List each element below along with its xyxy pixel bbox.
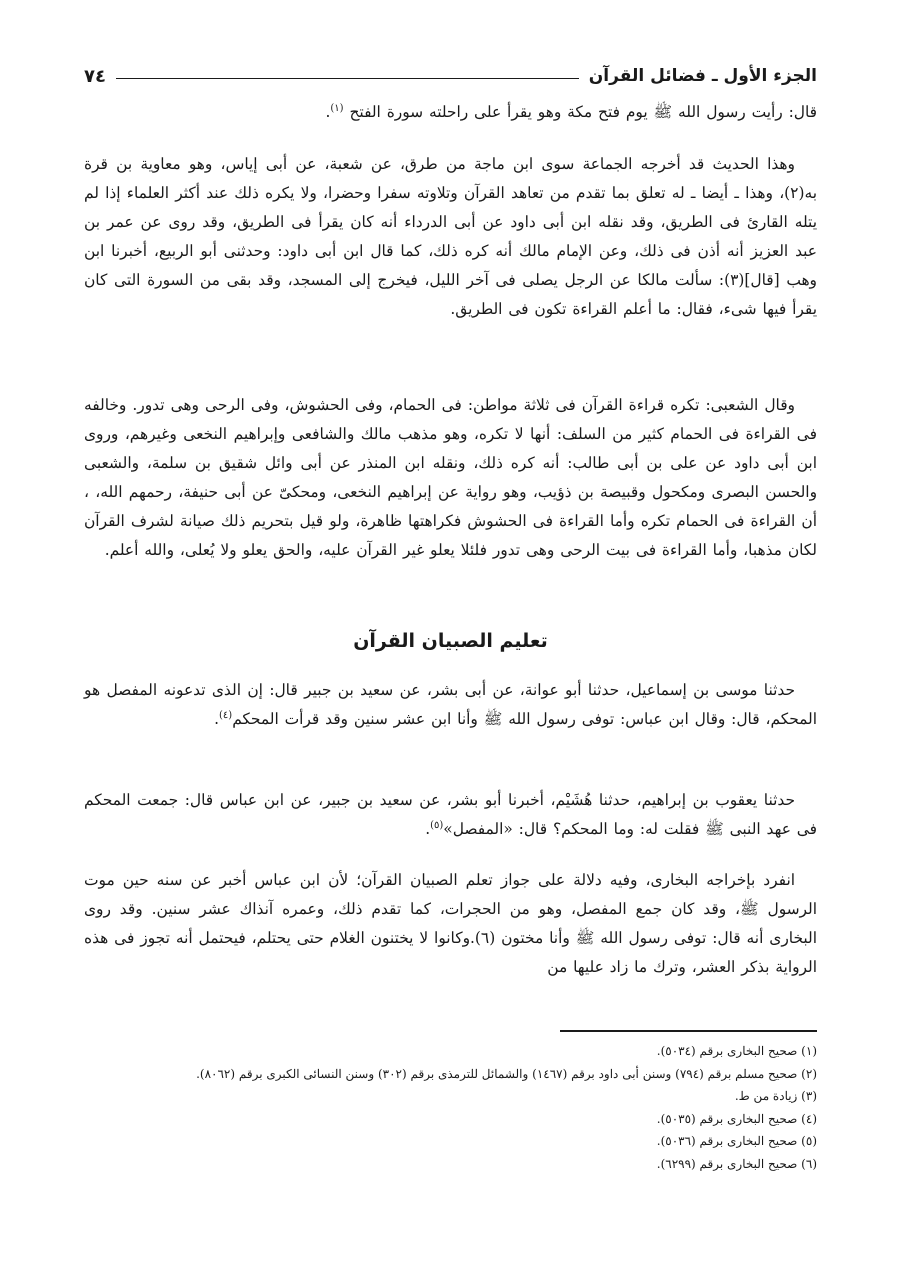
footnote-ref: (٤) <box>219 709 233 721</box>
footnote-ref: (٥) <box>430 819 444 831</box>
footnote: (٥) صحيح البخارى برقم (٥٠٣٦). <box>656 1134 817 1148</box>
footnote-ref: (١) <box>330 102 344 114</box>
paragraph-text: حدثنا موسى بن إسماعيل، حدثنا أبو عوانة، عن أبى بشر، عن سعيد بن جبير قال: إن الذى تدعونه المفصل هو المحكم، قال: وقال ابن عباس: توفى رسول الله ﷺ وأنا ابن عشر سنين وقد قرأت المحكم <box>84 681 817 728</box>
paragraph-end: . <box>214 710 219 728</box>
paragraph-text: حدثنا يعقوب بن إبراهيم، حدثنا هُشَيْم، أخبرنا أبو بشر، عن سعيد بن جبير، عن ابن عباس قال: جمعت المحكم فى عهد النبى ﷺ فقلت له: وما المحكم؟ قال: «المفصل» <box>84 791 817 838</box>
running-title: الجزء الأول ـ فضائل القرآن <box>588 66 817 86</box>
footnote-separator <box>560 1030 817 1032</box>
footnote: (١) صحيح البخارى برقم (٥٠٣٤). <box>656 1044 817 1058</box>
paragraph: انفرد بإخراجه البخارى، وفيه دلالة على جواز تعلم الصبيان القرآن؛ لأن ابن عباس أخبر عن سنه حين موت الرسول ﷺ، وقد كان جمع المفصل، وهو من الحجرات، كما تقدم ذلك، وعمره آنذاك عشر سنين. وقد روى البخارى أنه قال: توفى رسول الله ﷺ وأنا مختون (٦).وكانوا لا يختنون الغلام حتى يحتلم، فيحتمل أنه تجوز فى هذه الرواية بذكر العشر، وترك ما زاد عليها من <box>84 871 818 976</box>
footnote: (٤) صحيح البخارى برقم (٥٠٣٥). <box>656 1111 817 1126</box>
page-number: ٧٤ <box>84 65 106 87</box>
paragraph <box>84 676 817 734</box>
footnote: (٣) زيادة من ط. <box>734 1089 817 1103</box>
footnotes <box>84 1040 817 1175</box>
section-heading: تعليم الصبيان القرآن <box>353 630 548 652</box>
header-rule <box>116 78 579 79</box>
paragraph-end: . <box>425 820 431 838</box>
paragraph-text: قال: رأيت رسول الله ﷺ يوم فتح مكة وهو يقرأ على راحلته سورة الفتح <box>349 103 817 121</box>
footnote: (٦) صحيح البخارى برقم (٦٢٩٩). <box>656 1156 817 1171</box>
paragraph: وهذا الحديث قد أخرجه الجماعة سوى ابن ماجة من طرق، عن شعبة، عن أبى إياس، وهو معاوية بن قرة به(٢)، وهذا ـ أيضا ـ له تعلق بما تقدم من تعاهد القرآن وتلاوته سفرا وحضرا، ولا يكره ذلك عند أكثر العلماء إذا لم يتله القارئ فى الطريق، وقد نقله ابن أبى داود عن أبى الدرداء أنه كان يقرأ فى الطريق، وقد روى عن عمر بن عبد العزيز أنه أذن فى ذلك، وعن الإمام مالك أنه كره ذلك، كما قال ابن أبى داود: وحدثنى أبو الربيع، أخبرنا ابن وهب [قال](٣): سألت مالكا عن الرجل يصلى فى آخر الليل، فيخرج إلى المسجد، وقد بقى من السورة التى كان يقرأ فيها شىء، فقال: ما أعلم القراءة تكون فى الطريق. <box>84 155 817 318</box>
paragraph: وقال الشعبى: تكره قراءة القرآن فى ثلاثة مواطن: فى الحمام، وفى الحشوش، وفى الرحى وهى تدور. وخالفه فى القراءة فى الحمام كثير من السلف: أنها لا تكره، وهو مذهب مالك والشافعى وإبراهيم النخعى وغيرهم، وروى ابن أبى داود عن على بن أبى طالب: أنه كره ذلك، ونقله ابن المنذر عن أبى وائل شقيق بن سلمة، والشعبى والحسن البصرى ومكحول وقبيصة بن ذؤيب، وهو رواية عن إبراهيم النخعى، ومحكىّ عن أبى حنيفة، رحمهم الله، ، أن القراءة فى الحمام تكره وأما القراءة فى الحشوش فكراهتها ظاهرة، ولو قيل بتحريم ذلك صيانة لشرف القرآن لكان مذهبا، وأما القراءة فى بيت الرحى وهى تدور فلئلا يعلو غير القرآن عليه، والحق يعلو ولا يُعلى، والله أعلم. <box>84 396 817 559</box>
paragraph-continuation <box>84 98 817 127</box>
paragraph-end: . <box>325 103 331 121</box>
running-header <box>84 58 817 94</box>
footnote: (٢) صحيح مسلم برقم (٧٩٤) وسنن أبى داود برقم (١٤٦٧) والشمائل للترمذى برقم (٣٠٢) وسنن النسائى الكبرى برقم (٨٠٦٢). <box>196 1066 817 1081</box>
paragraph <box>84 786 817 844</box>
